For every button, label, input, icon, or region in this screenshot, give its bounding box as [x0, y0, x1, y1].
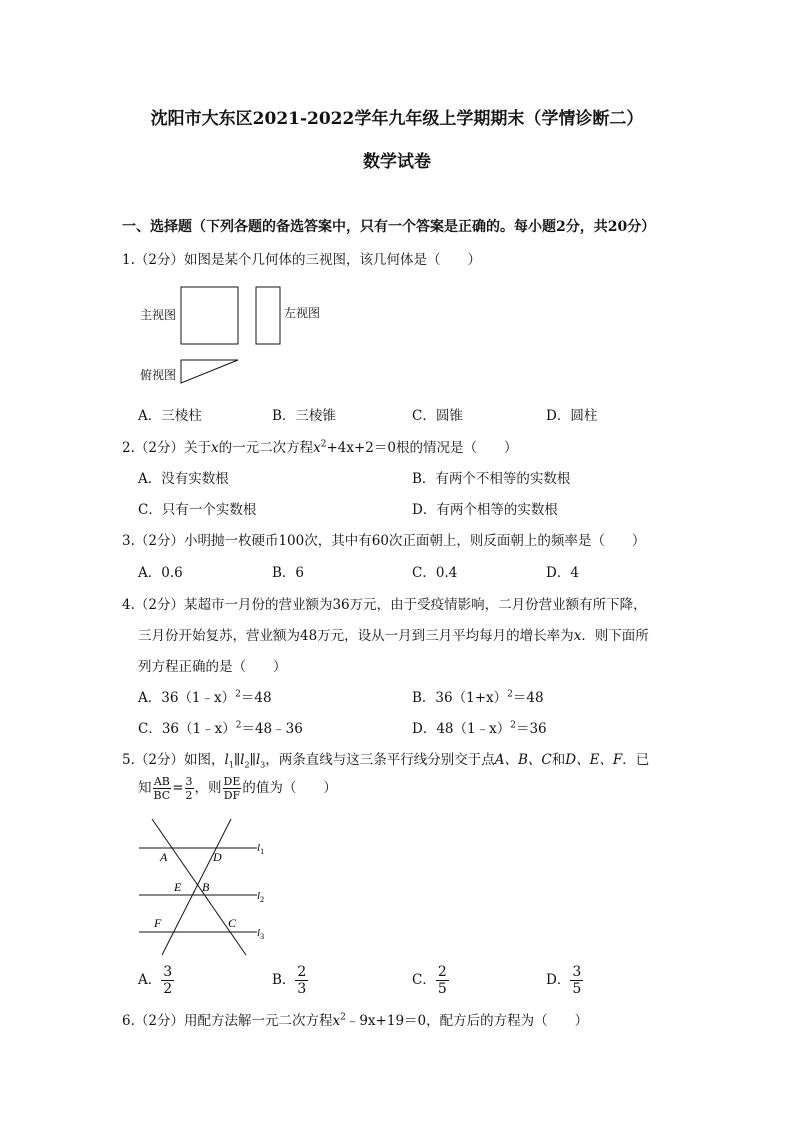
q1-option-b: B．三棱锥: [272, 408, 336, 424]
point-e-label: E: [174, 880, 182, 894]
transversal-df: [162, 819, 231, 955]
point-c-label: C: [228, 916, 237, 930]
question-2-text: 2.（2分）关于x的一元二次方程$x^2+4x+2=0$根的情况是（ ）: [122, 439, 518, 456]
q1-option-a: A．三棱柱: [138, 408, 202, 424]
l3-label: $l_3$: [257, 927, 265, 941]
q3-option-b: B．6: [272, 565, 305, 581]
three-view-figure: [175, 283, 290, 388]
l2-label: $l_2$: [257, 890, 265, 904]
q2-option-a: A．没有实数根: [138, 471, 229, 487]
q1-option-c: C．圆锥: [412, 408, 463, 424]
exam-subtitle: 数学试卷: [363, 152, 431, 172]
question-4-line3: 列方程正确的是（ ）: [138, 659, 287, 675]
point-f-label: F: [154, 916, 162, 930]
l1-label: $l_1$: [257, 842, 265, 856]
exam-title: 沈阳市大东区2021-2022学年九年级上学期期末（学情诊断二）: [150, 109, 644, 129]
transversal-ac: [152, 819, 246, 955]
ab-bc-fraction: $\frac{AB}{BC}$: [153, 775, 171, 802]
question-6-text: 6.（2分）用配方法解一元二次方程$x^2﹣9x+19=0$，配方后的方程为（ ）: [122, 1012, 589, 1029]
left-view-label: 左视图: [284, 306, 321, 320]
three-halves-fraction: $\frac{3}{2}$: [185, 775, 193, 802]
q1-option-d: D．圆柱: [546, 408, 598, 424]
q2-option-b: B．有两个不相等的实数根: [412, 471, 571, 487]
point-d-label: D: [213, 850, 222, 864]
question-4-line1: 4.（2分）某超市一月份的营业额为36万元，由于受疫情影响，二月份营业额有所下降，: [122, 597, 647, 613]
q5-option-b: B． $\frac{2}{3}$: [272, 964, 307, 997]
q2-option-c: C．只有一个实数根: [138, 502, 257, 518]
front-view-square: [181, 287, 238, 344]
question-1-text: 1.（2分）如图是某个几何体的三视图，该几何体是（ ）: [122, 252, 481, 268]
top-view-label: 俯视图: [140, 368, 177, 382]
q4-option-c: C．36（1﹣x）$^2$＝48﹣36: [138, 720, 303, 737]
parallel-lines-figure: [134, 815, 284, 960]
question-4-line2: 三月份开始复苏，营业额为48万元，设从一月到三月平均每月的增长率为x．则下面所: [138, 628, 649, 644]
question-3-text: 3.（2分）小明抛一枚硬币100次，其中有60次正面朝上，则反面朝上的频率是（ ）: [122, 533, 646, 549]
de-df-fraction: $\frac{DE}{DF}$: [223, 775, 241, 802]
q3-option-d: D．4: [546, 565, 579, 581]
q5-option-d: D． $\frac{3}{5}$: [546, 964, 582, 997]
q3-option-c: C．0.4: [412, 565, 458, 581]
top-view-triangle: [181, 360, 238, 383]
front-view-label: 主视图: [140, 308, 177, 322]
question-5-line1: 5.（2分）如图，$l_1\parallel l_2\parallel l_3$，两条直线与这三条平行线分别交于点A、B、C和D、E、F．已: [122, 752, 650, 770]
q5-option-a: A． $\frac{3}{2}$: [138, 964, 173, 997]
question-5-line2: 知 $\frac{AB}{BC}$ = $\frac{3}{2}$ ，则 $\frac{DE}{DF}$ 的值为（ ）: [138, 775, 337, 802]
point-b-label: B: [202, 880, 210, 894]
q3-option-a: A．0.6: [138, 565, 183, 581]
left-view-rect: [256, 287, 280, 344]
q4-option-d: D．48（1﹣x）$^2$＝36: [412, 720, 547, 737]
point-a-label: A: [160, 850, 168, 864]
q4-option-a: A．36（1﹣x）$^2$＝48: [138, 689, 272, 706]
section-heading: 一、选择题（下列各题的备选答案中，只有一个答案是正确的。每小题2分，共20分）: [122, 219, 656, 235]
q5-option-c: C． $\frac{2}{5}$: [412, 964, 447, 997]
q4-option-b: B．$36(1+x)^2=48$: [412, 689, 544, 706]
q2-option-d: D．有两个相等的实数根: [412, 502, 558, 518]
